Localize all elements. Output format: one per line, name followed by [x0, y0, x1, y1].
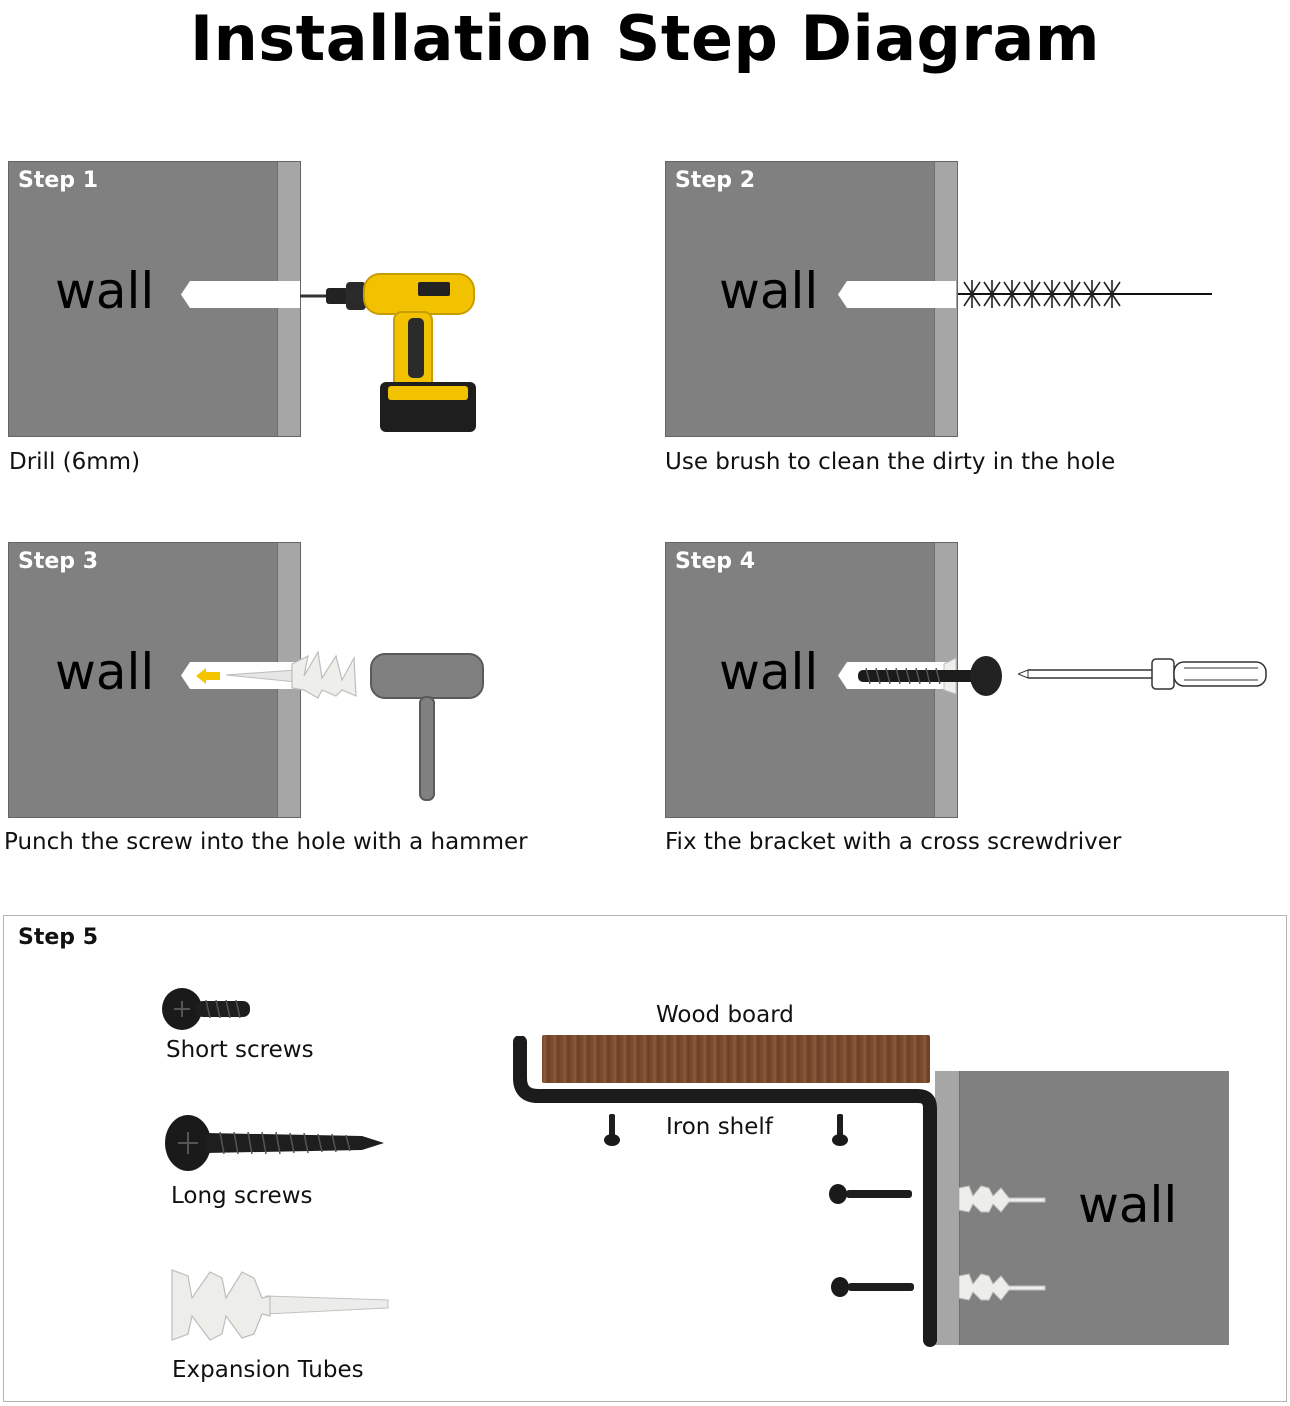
- wall-label: wall: [719, 262, 819, 320]
- short-screw-icon: [831, 1114, 849, 1148]
- drill-icon: [298, 262, 488, 437]
- expansion-tubes-icon: [166, 1268, 392, 1342]
- step2-label: Step 2: [675, 168, 755, 193]
- expansion-tube-icon: [959, 1272, 1049, 1302]
- step3-caption: Punch the screw into the hole with a hammer: [4, 829, 528, 855]
- expansion-tube-icon: [959, 1184, 1049, 1214]
- step3-label: Step 3: [18, 549, 98, 574]
- expansion-tube-icon: [196, 650, 362, 700]
- brush-icon: [958, 278, 1214, 310]
- step5-label: Step 5: [18, 925, 98, 950]
- screwdriver-icon: [1018, 656, 1268, 692]
- drilled-hole: [181, 281, 300, 308]
- expansion-tubes-label: Expansion Tubes: [172, 1357, 364, 1383]
- long-screw-icon: [830, 1275, 916, 1299]
- short-screw-icon: [603, 1114, 621, 1148]
- drilled-hole: [838, 281, 956, 308]
- long-screws-label: Long screws: [171, 1183, 313, 1209]
- wall-label: wall: [55, 262, 155, 320]
- screw-in-tube-icon: [852, 654, 1012, 698]
- page-title: Installation Step Diagram: [190, 2, 1100, 75]
- step2-caption: Use brush to clean the dirty in the hole: [665, 449, 1116, 475]
- wall-label: wall: [55, 643, 155, 701]
- wood-board-label: Wood board: [656, 1002, 794, 1028]
- step4-label: Step 4: [675, 549, 755, 574]
- wall-label: wall: [719, 643, 819, 701]
- hammer-icon: [370, 653, 486, 803]
- step4-caption: Fix the bracket with a cross screwdriver: [665, 829, 1122, 855]
- long-screw-icon: [828, 1182, 914, 1206]
- long-screw-icon: [162, 1112, 388, 1174]
- short-screw-icon: [160, 986, 256, 1032]
- short-screws-label: Short screws: [166, 1037, 314, 1063]
- step1-label: Step 1: [18, 168, 98, 193]
- step1-caption: Drill (6mm): [9, 449, 141, 475]
- iron-shelf-label: Iron shelf: [666, 1114, 773, 1140]
- wall-label: wall: [1078, 1176, 1178, 1234]
